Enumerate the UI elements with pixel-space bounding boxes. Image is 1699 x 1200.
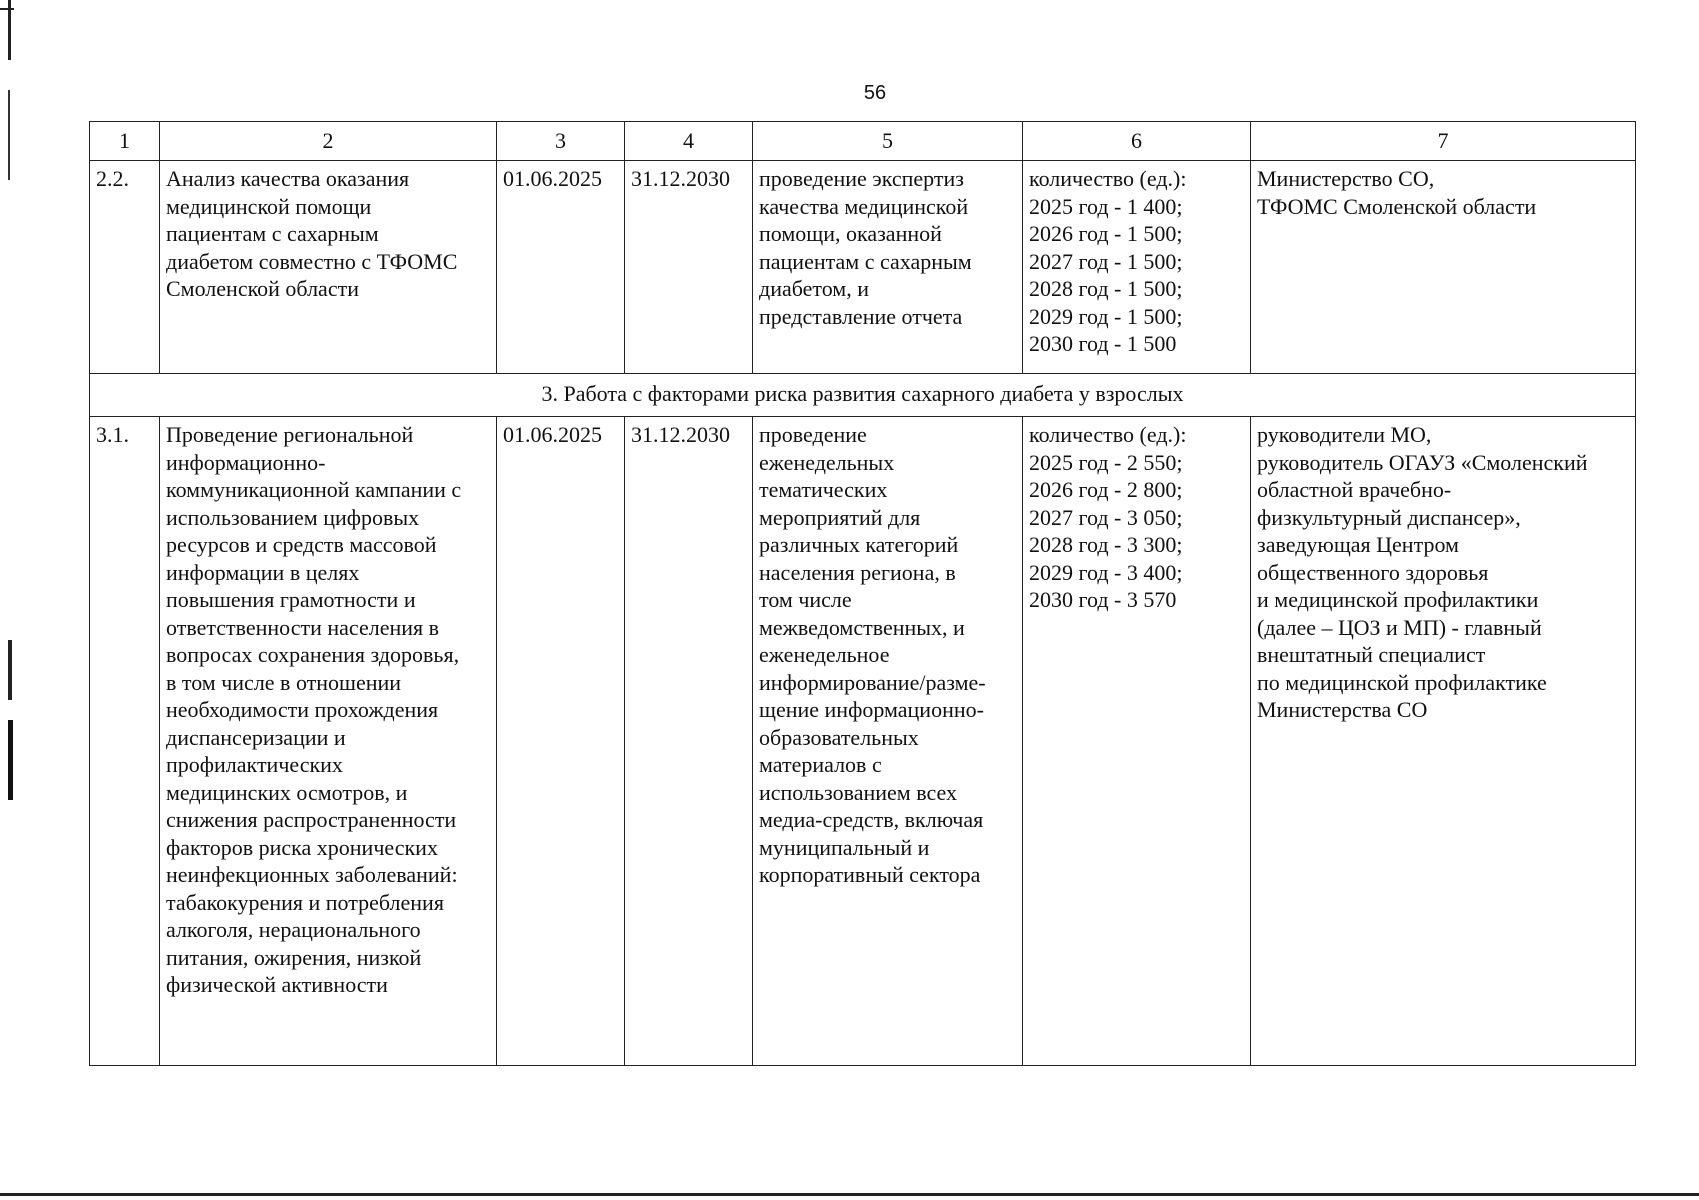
indicator: количество (ед.): 2025 год - 1 400; 2026 год - 1 500; 2027 год - 1 500; 2028 год - 1 500; 2029 год - 1 500; 2030 год - 1 500 (1023, 161, 1251, 374)
table-row (90, 417, 1636, 1066)
responsible: руководители МО, руководитель ОГАУЗ «Смоленский областной врачебно- физкультурный диспансер», заведующая Центром общественного здоровья и медицинской профилактики (далее – ЦОЗ и МП) - главный внештатный специалист по медицинской профилактике Министерства СО (1251, 417, 1636, 1066)
table-row (90, 161, 1636, 374)
measure-name: Проведение региональной информационно- коммуникационной кампании с использованием цифровых ресурсов и средств массовой информации в целях повышения грамотности и ответственности населения в вопросах сохранения здоровья, в том числе в отношении необходимости прохождения диспансеризации и профилактических медицинских осмотров, и снижения распространенности факторов риска хронических неинфекционных заболеваний: табакокурения и потребления алкоголя, нерационального питания, ожирения, низкой физической активности (160, 417, 497, 1066)
expected-result: проведение экспертиз качества медицинской помощи, оказанной пациентам с сахарным диабетом, и представление отчета (753, 161, 1023, 374)
column-header: 2 (160, 122, 497, 161)
column-header: 7 (1251, 122, 1636, 161)
section-row (90, 374, 1636, 417)
scan-artifact (0, 8, 14, 10)
section-title: 3. Работа с факторами риска развития сахарного диабета у взрослых (90, 374, 1636, 417)
row-number: 2.2. (90, 161, 160, 374)
measure-name: Анализ качества оказания медицинской помощи пациентам с сахарным диабетом совместно с ТФОМС Смоленской области (160, 161, 497, 374)
column-header: 1 (90, 122, 160, 161)
column-header: 3 (497, 122, 625, 161)
end-date: 31.12.2030 (625, 161, 753, 374)
measures-table (89, 121, 1636, 1066)
scan-artifact (8, 640, 12, 700)
page-number: 56 (863, 82, 887, 104)
indicator: количество (ед.): 2025 год - 2 550; 2026 год - 2 800; 2027 год - 3 050; 2028 год - 3 300; 2029 год - 3 400; 2030 год - 3 570 (1023, 417, 1251, 1066)
responsible: Министерство СО, ТФОМС Смоленской области (1251, 161, 1636, 374)
table-header-row (90, 122, 1636, 161)
start-date: 01.06.2025 (497, 417, 625, 1066)
expected-result: проведение еженедельных тематических мероприятий для различных категорий населения региона, в том числе межведомственных, и еженедельное информирование/разме- щение информационно- образовательных материалов с использованием всех медиа-средств, включая муниципальный и корпоративный сектора (753, 417, 1023, 1066)
column-header: 6 (1023, 122, 1251, 161)
column-header: 4 (625, 122, 753, 161)
scan-artifact (8, 0, 11, 60)
scan-artifact (0, 1193, 1699, 1196)
column-header: 5 (753, 122, 1023, 161)
start-date: 01.06.2025 (497, 161, 625, 374)
row-number: 3.1. (90, 417, 160, 1066)
end-date: 31.12.2030 (625, 417, 753, 1066)
scan-artifact (8, 720, 13, 800)
